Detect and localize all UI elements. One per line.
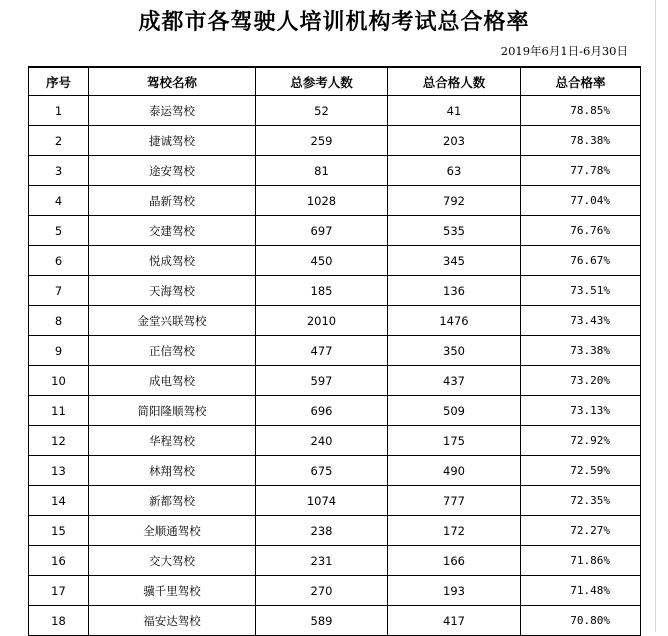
table-row xyxy=(29,156,641,186)
cell-school-name: 交大驾校 xyxy=(89,546,256,576)
cell-school-name: 天海驾校 xyxy=(89,276,256,306)
cell-index: 1 xyxy=(29,96,89,126)
cell-pass-rate: 73.51% xyxy=(521,276,641,306)
cell-pass-rate: 77.04% xyxy=(521,186,641,216)
cell-index: 16 xyxy=(29,546,89,576)
table-row xyxy=(29,276,641,306)
table-row xyxy=(29,186,641,216)
cell-index: 17 xyxy=(29,576,89,606)
table-row xyxy=(29,516,641,546)
cell-school-name: 悦成驾校 xyxy=(89,246,256,276)
cell-total-passed: 490 xyxy=(388,456,521,486)
cell-index: 15 xyxy=(29,516,89,546)
cell-index: 3 xyxy=(29,156,89,186)
cell-total-passed: 203 xyxy=(388,126,521,156)
cell-school-name: 泰运驾校 xyxy=(89,96,256,126)
cell-total-passed: 1476 xyxy=(388,306,521,336)
cell-total-passed: 172 xyxy=(388,516,521,546)
table-header-row xyxy=(29,67,641,96)
cell-school-name: 新都驾校 xyxy=(89,486,256,516)
cell-index: 11 xyxy=(29,396,89,426)
pass-rate-table xyxy=(28,66,641,636)
table-row xyxy=(29,486,641,516)
table-row xyxy=(29,456,641,486)
date-range: 2019年6月1日-6月30日 xyxy=(500,44,628,58)
cell-total-passed: 350 xyxy=(388,336,521,366)
cell-total-passed: 417 xyxy=(388,606,521,636)
cell-pass-rate: 73.13% xyxy=(521,396,641,426)
table-row xyxy=(29,396,641,426)
cell-pass-rate: 72.35% xyxy=(521,486,641,516)
cell-pass-rate: 76.76% xyxy=(521,216,641,246)
cell-school-name: 成电驾校 xyxy=(89,366,256,396)
cell-total-passed: 136 xyxy=(388,276,521,306)
cell-index: 8 xyxy=(29,306,89,336)
cell-index: 2 xyxy=(29,126,89,156)
cell-pass-rate: 73.43% xyxy=(521,306,641,336)
cell-total-passed: 193 xyxy=(388,576,521,606)
table-row xyxy=(29,246,641,276)
cell-total-passed: 166 xyxy=(388,546,521,576)
table-row xyxy=(29,336,641,366)
cell-total-examinees: 589 xyxy=(256,606,388,636)
cell-pass-rate: 72.27% xyxy=(521,516,641,546)
table-row xyxy=(29,606,641,636)
page-title: 成都市各驾驶人培训机构考试总合格率 xyxy=(138,9,530,35)
cell-pass-rate: 78.85% xyxy=(521,96,641,126)
cell-index: 13 xyxy=(29,456,89,486)
table-row xyxy=(29,426,641,456)
header-total-passed: 总合格人数 xyxy=(388,67,521,96)
cell-total-examinees: 238 xyxy=(256,516,388,546)
cell-pass-rate: 78.38% xyxy=(521,126,641,156)
cell-total-examinees: 1028 xyxy=(256,186,388,216)
cell-index: 12 xyxy=(29,426,89,456)
cell-school-name: 骥千里驾校 xyxy=(89,576,256,606)
cell-school-name: 金堂兴联驾校 xyxy=(89,306,256,336)
cell-pass-rate: 72.59% xyxy=(521,456,641,486)
cell-total-passed: 777 xyxy=(388,486,521,516)
cell-total-passed: 437 xyxy=(388,366,521,396)
cell-school-name: 林翔驾校 xyxy=(89,456,256,486)
cell-total-examinees: 52 xyxy=(256,96,388,126)
cell-school-name: 捷诚驾校 xyxy=(89,126,256,156)
table-row xyxy=(29,96,641,126)
cell-index: 18 xyxy=(29,606,89,636)
cell-pass-rate: 71.48% xyxy=(521,576,641,606)
cell-total-passed: 41 xyxy=(388,96,521,126)
cell-school-name: 交建驾校 xyxy=(89,216,256,246)
cell-total-examinees: 1074 xyxy=(256,486,388,516)
header-index: 序号 xyxy=(29,67,89,96)
cell-index: 14 xyxy=(29,486,89,516)
table-row xyxy=(29,126,641,156)
cell-total-examinees: 450 xyxy=(256,246,388,276)
cell-total-examinees: 231 xyxy=(256,546,388,576)
cell-school-name: 全顺通驾校 xyxy=(89,516,256,546)
cell-total-examinees: 185 xyxy=(256,276,388,306)
cell-total-examinees: 696 xyxy=(256,396,388,426)
cell-pass-rate: 73.38% xyxy=(521,336,641,366)
cell-total-passed: 345 xyxy=(388,246,521,276)
cell-total-passed: 175 xyxy=(388,426,521,456)
cell-index: 7 xyxy=(29,276,89,306)
table-row xyxy=(29,306,641,336)
cell-pass-rate: 70.80% xyxy=(521,606,641,636)
cell-index: 9 xyxy=(29,336,89,366)
table-row xyxy=(29,546,641,576)
table-body xyxy=(29,96,641,636)
cell-school-name: 简阳隆顺驾校 xyxy=(89,396,256,426)
cell-pass-rate: 73.20% xyxy=(521,366,641,396)
cell-total-examinees: 675 xyxy=(256,456,388,486)
cell-total-passed: 63 xyxy=(388,156,521,186)
cell-index: 4 xyxy=(29,186,89,216)
cell-school-name: 福安达驾校 xyxy=(89,606,256,636)
table-row xyxy=(29,366,641,396)
header-school-name: 驾校名称 xyxy=(89,67,256,96)
cell-total-examinees: 697 xyxy=(256,216,388,246)
cell-school-name: 晶新驾校 xyxy=(89,186,256,216)
cell-school-name: 华程驾校 xyxy=(89,426,256,456)
cell-index: 10 xyxy=(29,366,89,396)
table-row xyxy=(29,216,641,246)
cell-pass-rate: 72.92% xyxy=(521,426,641,456)
cell-total-examinees: 2010 xyxy=(256,306,388,336)
cell-total-examinees: 270 xyxy=(256,576,388,606)
cell-total-examinees: 477 xyxy=(256,336,388,366)
cell-total-passed: 792 xyxy=(388,186,521,216)
cell-pass-rate: 76.67% xyxy=(521,246,641,276)
cell-pass-rate: 71.86% xyxy=(521,546,641,576)
table-row xyxy=(29,576,641,606)
cell-total-examinees: 259 xyxy=(256,126,388,156)
cell-pass-rate: 77.78% xyxy=(521,156,641,186)
cell-total-passed: 509 xyxy=(388,396,521,426)
cell-total-passed: 535 xyxy=(388,216,521,246)
cell-index: 6 xyxy=(29,246,89,276)
header-total-examinees: 总参考人数 xyxy=(256,67,388,96)
cell-total-examinees: 597 xyxy=(256,366,388,396)
cell-total-examinees: 81 xyxy=(256,156,388,186)
header-pass-rate: 总合格率 xyxy=(521,67,641,96)
cell-total-examinees: 240 xyxy=(256,426,388,456)
cell-school-name: 途安驾校 xyxy=(89,156,256,186)
cell-school-name: 正信驾校 xyxy=(89,336,256,366)
window-edge-divider xyxy=(655,0,656,632)
cell-index: 5 xyxy=(29,216,89,246)
